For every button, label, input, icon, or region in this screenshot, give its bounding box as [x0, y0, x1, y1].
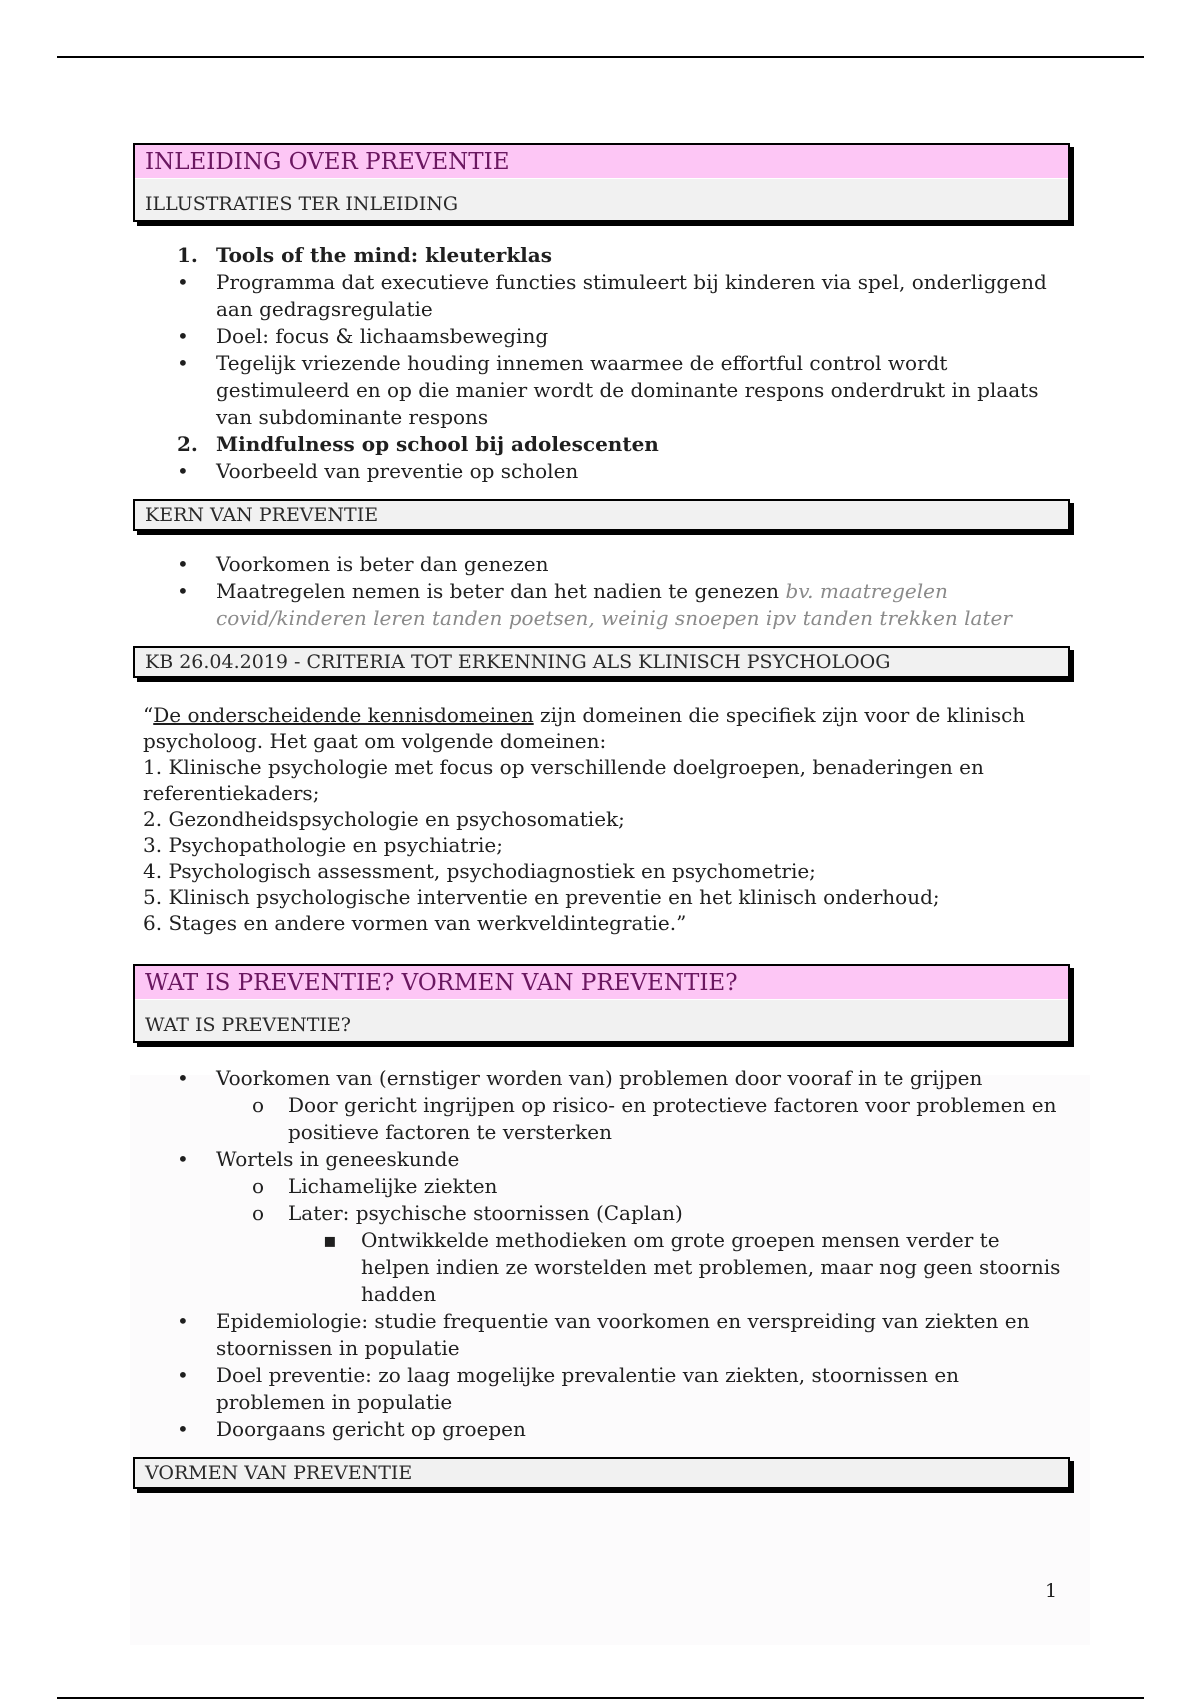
heading-2: WAT IS PREVENTIE?	[135, 1000, 1068, 1041]
quote-paragraph: “De onderscheidende kennisdomeinen zijn domeinen die specifiek zijn voor de klinisch psycholoog. Het gaat om volgende domeinen:	[143, 703, 1026, 753]
heading-1: INLEIDING OVER PREVENTIE	[135, 145, 1068, 179]
list-item: ▪ Ontwikkelde methodieken om grote groepen mensen verder te helpen indien ze worstelden met problemen, maar nog geen stoornis hadden	[323, 1228, 1061, 1306]
quote-line: 6. Stages en andere vormen van werkveldintegratie.”	[143, 911, 687, 935]
list-item: o Lichamelijke ziekten	[252, 1174, 498, 1198]
list-item: 2. Mindfulness op school bij adolescenten	[177, 432, 659, 456]
quote-line: 5. Klinisch psychologische interventie en preventie en het klinisch onderhoud;	[143, 885, 940, 909]
heading-2: KERN VAN PREVENTIE	[135, 501, 1068, 529]
list-item: • Voorbeeld van preventie op scholen	[177, 459, 579, 483]
document-body	[133, 143, 1070, 1489]
heading-2: ILLUSTRATIES TER INLEIDING	[135, 179, 1068, 220]
quote-line: 2. Gezondheidspsychologie en psychosomatiek;	[143, 807, 625, 831]
heading-kb	[133, 646, 1070, 678]
heading-2: KB 26.04.2019 - CRITERIA TOT ERKENNING ALS KLINISCH PSYCHOLOOG	[135, 648, 1068, 676]
heading-vormen	[133, 1457, 1070, 1489]
heading-1: WAT IS PREVENTIE? VORMEN VAN PREVENTIE?	[135, 966, 1068, 1000]
heading-2: VORMEN VAN PREVENTIE	[135, 1459, 1068, 1487]
list-item: • Voorkomen van (ernstiger worden van) problemen door vooraf in te grijpen	[177, 1066, 983, 1090]
list-item: • Wortels in geneeskunde	[177, 1147, 460, 1171]
bottom-rule	[57, 1697, 1144, 1699]
list-item: • Maatregelen nemen is beter dan het nadien te genezen bv. maatregelen covid/kinderen leren tanden poetsen, weinig snoepen ipv tanden trekken later	[177, 579, 1012, 630]
list-item: • Tegelijk vriezende houding innemen waarmee de effortful control wordt gestimuleerd en op die manier wordt de dominante respons onderdrukt in plaats van subdominante respons	[177, 351, 1039, 429]
list-item: • Doel: focus & lichaamsbeweging	[177, 324, 549, 348]
list-wat-is	[133, 1065, 1070, 1443]
list-kern	[133, 551, 1070, 632]
page-number: 1	[1045, 1580, 1058, 1602]
list-item: • Doorgaans gericht op groepen	[177, 1417, 526, 1441]
example-note: bv. maatregelen covid/kinderen leren tanden poetsen, weinig snoepen ipv tanden trekken later	[216, 579, 1012, 630]
list-item: • Programma dat executieve functies stimuleert bij kinderen via spel, onderliggend aan gedragsregulatie	[177, 270, 1047, 321]
quote-line: 4. Psychologisch assessment, psychodiagnostiek en psychometrie;	[143, 859, 816, 883]
heading-kern	[133, 499, 1070, 531]
quote-line: 3. Psychopathologie en psychiatrie;	[143, 833, 503, 857]
top-rule	[57, 56, 1144, 58]
quote-line: 1. Klinische psychologie met focus op verschillende doelgroepen, benaderingen en referentiekaders;	[143, 755, 984, 805]
heading-inleiding	[133, 143, 1070, 222]
list-item: • Epidemiologie: studie frequentie van voorkomen en verspreiding van ziekten en stoornissen in populatie	[177, 1309, 1030, 1360]
list-item: o Door gericht ingrijpen op risico- en protectieve factoren voor problemen en positieve factoren te versterken	[252, 1093, 1057, 1144]
list-illustraties	[133, 242, 1070, 485]
list-item: 1. Tools of the mind: kleuterklas	[177, 243, 552, 267]
heading-wat-is	[133, 964, 1070, 1043]
list-item: o Later: psychische stoornissen (Caplan)	[252, 1201, 683, 1225]
list-item: • Doel preventie: zo laag mogelijke prevalentie van ziekten, stoornissen en problemen in populatie	[177, 1363, 960, 1414]
list-item: • Voorkomen is beter dan genezen	[177, 552, 549, 576]
